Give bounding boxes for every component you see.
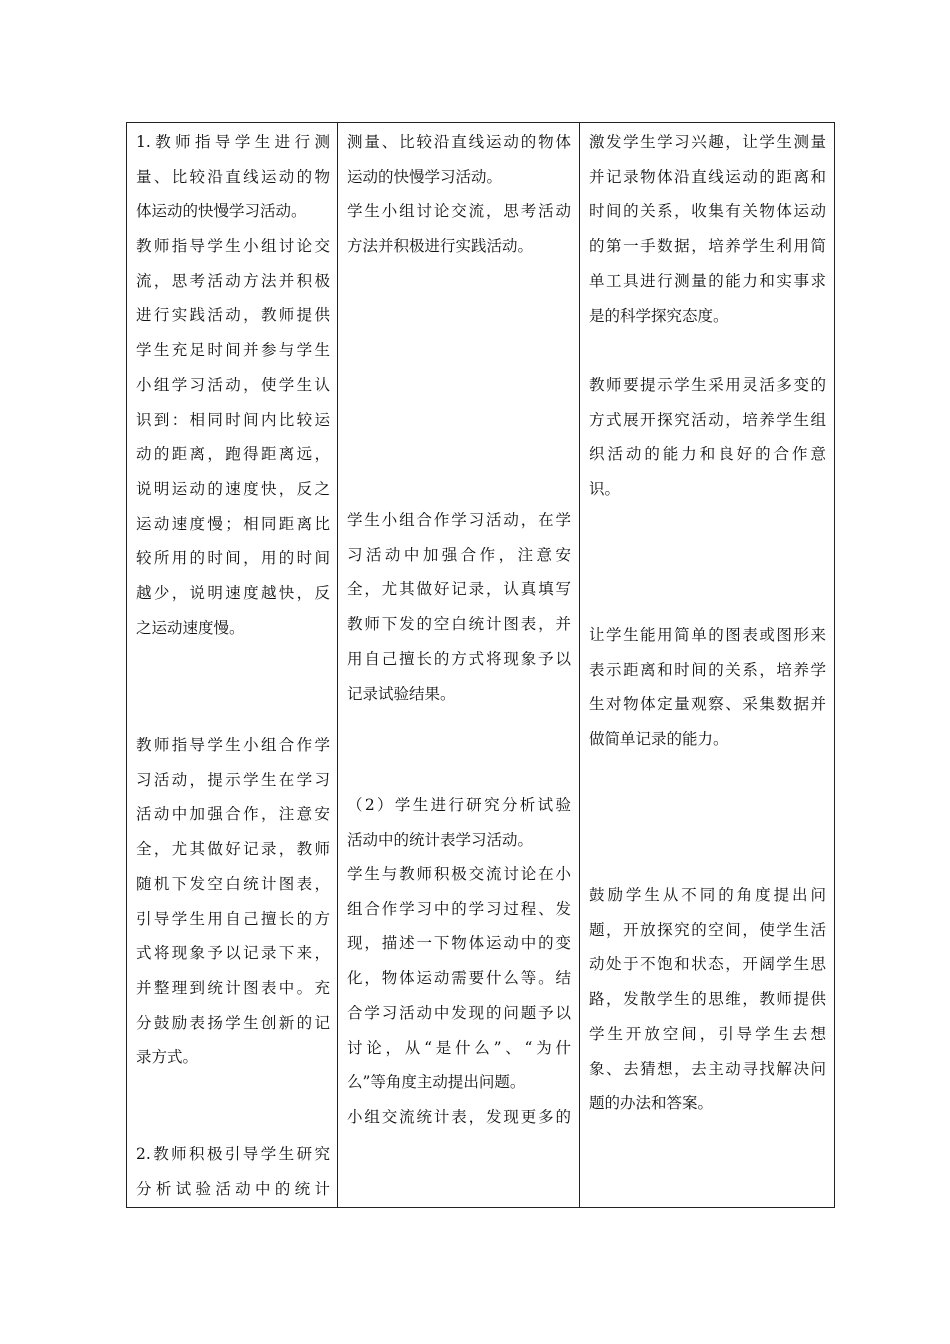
text-line: 并记录物体沿直线运动的距离和: [589, 167, 826, 186]
text-line: 并整理到统计图表中。充: [136, 978, 330, 997]
text-line: 说明运动的速度快，反之: [136, 479, 330, 498]
text-line: 表示距离和时间的关系，培养学: [589, 660, 826, 679]
column-divider: [337, 123, 338, 1207]
text-line: 之运动速度慢。: [136, 618, 245, 637]
text-line: 方式展开探究活动，培养学生组: [589, 410, 826, 429]
teacher-paragraph: [136, 125, 330, 229]
text-line: 学生小组讨论交流，思考活动: [347, 202, 571, 220]
text-line: 动处于不饱和状态，开阔学生思: [589, 955, 826, 974]
text-line: 时间的关系，收集有关物体运动: [589, 202, 826, 221]
text-line: 生对物体定量观察、采集数据并: [589, 695, 826, 714]
student-paragraph: [347, 1100, 571, 1135]
text-line: 用自己擅长的方式将现象予以: [347, 649, 571, 668]
text-line: 1.教师指导学生进行测: [136, 133, 330, 151]
text-line: 组合作学习中的学习过程、发: [347, 899, 571, 918]
student-paragraph: [347, 503, 571, 711]
text-line: 识到：相同时间内比较运: [136, 410, 330, 429]
text-line: 教师指导学生小组讨论交: [136, 237, 330, 255]
text-line: 学生开放空间，引导学生去想: [589, 1024, 826, 1043]
text-line: 做简单记录的能力。: [589, 730, 729, 749]
teacher-paragraph: [136, 728, 330, 1075]
text-line: （2）学生进行研究分析试验: [347, 796, 571, 814]
student-paragraph: [347, 788, 571, 857]
text-line: 较所用的时间，用的时间: [136, 549, 330, 568]
text-line: 流，思考活动方法并积极: [136, 271, 330, 290]
text-line: 教师下发的空白统计图表，并: [347, 615, 571, 634]
teacher-paragraph: [136, 229, 330, 645]
intent-paragraph: [589, 878, 826, 1121]
intent-paragraph: [589, 618, 826, 757]
text-line: 引导学生用自己擅长的方: [136, 909, 330, 928]
text-line: 记录试验结果。: [347, 684, 456, 703]
text-line: 动的距离，跑得距离远，: [136, 445, 330, 464]
text-line: 织活动的能力和良好的合作意: [589, 445, 826, 464]
text-line: 全，尤其做好记录，教师: [136, 840, 330, 859]
text-line: 运动速度慢；相同距离比: [136, 514, 330, 533]
text-line: 是的科学探究态度。: [589, 306, 729, 325]
text-line: 激发学生学习兴趣，让学生测量: [589, 133, 826, 151]
text-line: 越少，说明速度越快，反: [136, 584, 330, 603]
intent-paragraph: [589, 368, 826, 507]
text-line: 小组交流统计表，发现更多的: [347, 1108, 571, 1126]
text-line: 题的办法和答案。: [589, 1094, 714, 1113]
text-line: 学生与教师积极交流讨论在小: [347, 865, 571, 883]
text-line: 让学生能用简单的图表或图形来: [589, 626, 826, 644]
intent-paragraph: [589, 125, 826, 333]
text-line: 识。: [589, 480, 621, 499]
text-line: 题，开放探究的空间，使学生活: [589, 920, 826, 939]
text-line: 么”等角度主动提出问题。: [347, 1073, 526, 1092]
text-line: 随机下发空白统计图表，: [136, 874, 330, 893]
text-line: 分析试验活动中的统计: [136, 1179, 330, 1198]
student-paragraph: [347, 125, 571, 194]
text-line: 单工具进行测量的能力和实事求: [589, 271, 826, 290]
text-line: 全，尤其做好记录，认真填写: [347, 580, 571, 599]
teacher-paragraph: [136, 1137, 330, 1206]
text-line: 进行实践活动，教师提供: [136, 306, 330, 325]
text-line: 的第一手数据，培养学生利用简: [589, 237, 826, 256]
text-line: 小组学习活动，使学生认: [136, 375, 330, 394]
text-line: 2.教师积极引导学生研究: [136, 1145, 330, 1163]
text-line: 测量、比较沿直线运动的物体: [347, 133, 571, 151]
text-line: 化，物体运动需要什么等。结: [347, 969, 571, 988]
text-line: 学生充足时间并参与学生: [136, 341, 330, 360]
student-paragraph: [347, 857, 571, 1100]
text-line: 教师指导学生小组合作学: [136, 736, 330, 754]
text-line: 分鼓励表扬学生创新的记: [136, 1013, 330, 1032]
text-line: 习活动，提示学生在学习: [136, 770, 330, 789]
text-line: 合学习活动中发现的问题予以: [347, 1003, 571, 1022]
text-line: 运动的快慢学习活动。: [347, 167, 503, 186]
text-line: 式将现象予以记录下来，: [136, 944, 330, 963]
text-line: 活动中加强合作，注意安: [136, 805, 330, 824]
column-divider: [579, 123, 580, 1207]
text-line: 方法并积极进行实践活动。: [347, 236, 534, 255]
text-line: 现，描述一下物体运动中的变: [347, 934, 571, 953]
text-line: 录方式。: [136, 1048, 199, 1067]
text-line: 教师要提示学生采用灵活多变的: [589, 376, 826, 394]
text-line: 习活动中加强合作，注意安: [347, 545, 571, 564]
text-line: 象、去猜想，去主动寻找解决问: [589, 1059, 826, 1078]
text-line: 量、比较沿直线运动的物: [136, 167, 330, 186]
student-paragraph: [347, 194, 571, 263]
text-line: 活动中的统计表学习活动。: [347, 830, 534, 849]
text-line: 路，发散学生的思维，教师提供: [589, 990, 826, 1009]
text-line: 讨论，从“是什么”、“为什: [347, 1038, 571, 1057]
text-line: 体运动的快慢学习活动。: [136, 202, 307, 221]
lesson-plan-table: [126, 122, 835, 1208]
text-line: 鼓励学生从不同的角度提出问: [589, 886, 826, 904]
text-line: 学生小组合作学习活动，在学: [347, 511, 571, 529]
